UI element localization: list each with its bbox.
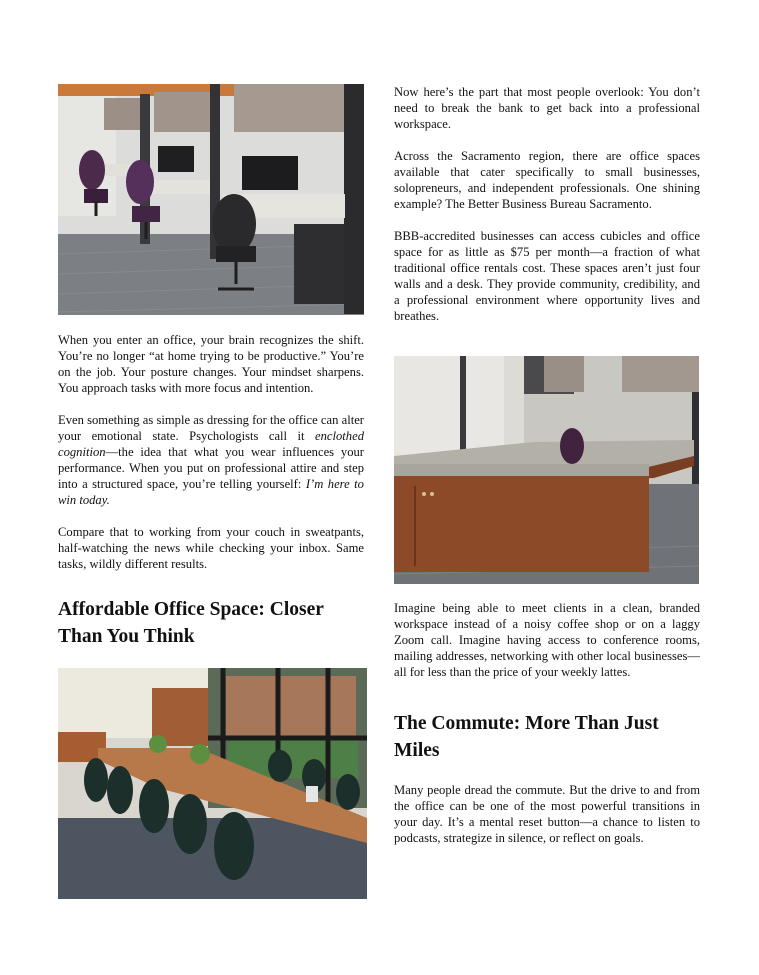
paragraph-enclothed-cognition bbox=[58, 412, 364, 508]
section-heading: Affordable Office Space: Closer Than You Think bbox=[58, 599, 324, 647]
conference-room-photo bbox=[58, 668, 367, 899]
paragraph: BBB-accredited businesses can access cubicles and office space for as little as $75 per month—a fraction of what traditional office rentals cost. These spaces aren’t just four walls and a desk. They provide community, credibility, and a professional environment where opportunity lives and breathes. bbox=[394, 229, 700, 323]
paragraph: Now here’s the part that most people overlook: You don’t need to break the bank to get back into a professional workspace. bbox=[394, 85, 700, 131]
right-text-block-top bbox=[394, 84, 700, 340]
right-text-block-mid bbox=[394, 600, 700, 696]
paragraph: Across the Sacramento region, there are office spaces available that cater specifically to small businesses, solopreneurs, and independent professionals. One shining example? The Better Business Bureau Sacramento. bbox=[394, 149, 700, 211]
section-heading: The Commute: More Than Just Miles bbox=[394, 713, 659, 761]
paragraph: When you enter an office, your brain recognizes the shift. You’re no longer “at home trying to be productive.” You’re on the job. Your posture changes. Your mindset sharpens. You approach tasks with more focus and intention. bbox=[58, 333, 364, 395]
paragraph: Many people dread the commute. But the drive to and from the office can be one of the most powerful transitions in your day. It’s a mental reset button—a chance to listen to podcasts, strategize in silence, or reflect on goals. bbox=[394, 783, 700, 845]
emphasis-quote: I’m here to win today. bbox=[58, 477, 364, 507]
paragraph: Imagine being able to meet clients in a clean, branded workspace instead of a noisy coffee shop or on a laggy Zoom call. Imagine having access to conference rooms, mailing addresses, networking with other local businesses—all for less than the price of your weekly lattes. bbox=[394, 601, 700, 679]
paragraph-text: Even something as simple as dressing for the office can alter your emotional state. Psychologists call it bbox=[58, 413, 364, 443]
right-text-block-bottom bbox=[394, 782, 700, 862]
left-text-block bbox=[58, 332, 364, 588]
paragraph-text: —the idea that what you wear influences your performance. When you put on professional attire and step into a structured space, you’re telling yourself: bbox=[58, 445, 364, 491]
emphasis-term: enclothed cognition bbox=[58, 429, 364, 459]
paragraph: Compare that to working from your couch in sweatpants, half-watching the news while checking your inbox. Same tasks, wildly different results. bbox=[58, 525, 364, 571]
private-office-photo bbox=[394, 356, 699, 584]
office-cubicles-photo bbox=[58, 84, 364, 315]
